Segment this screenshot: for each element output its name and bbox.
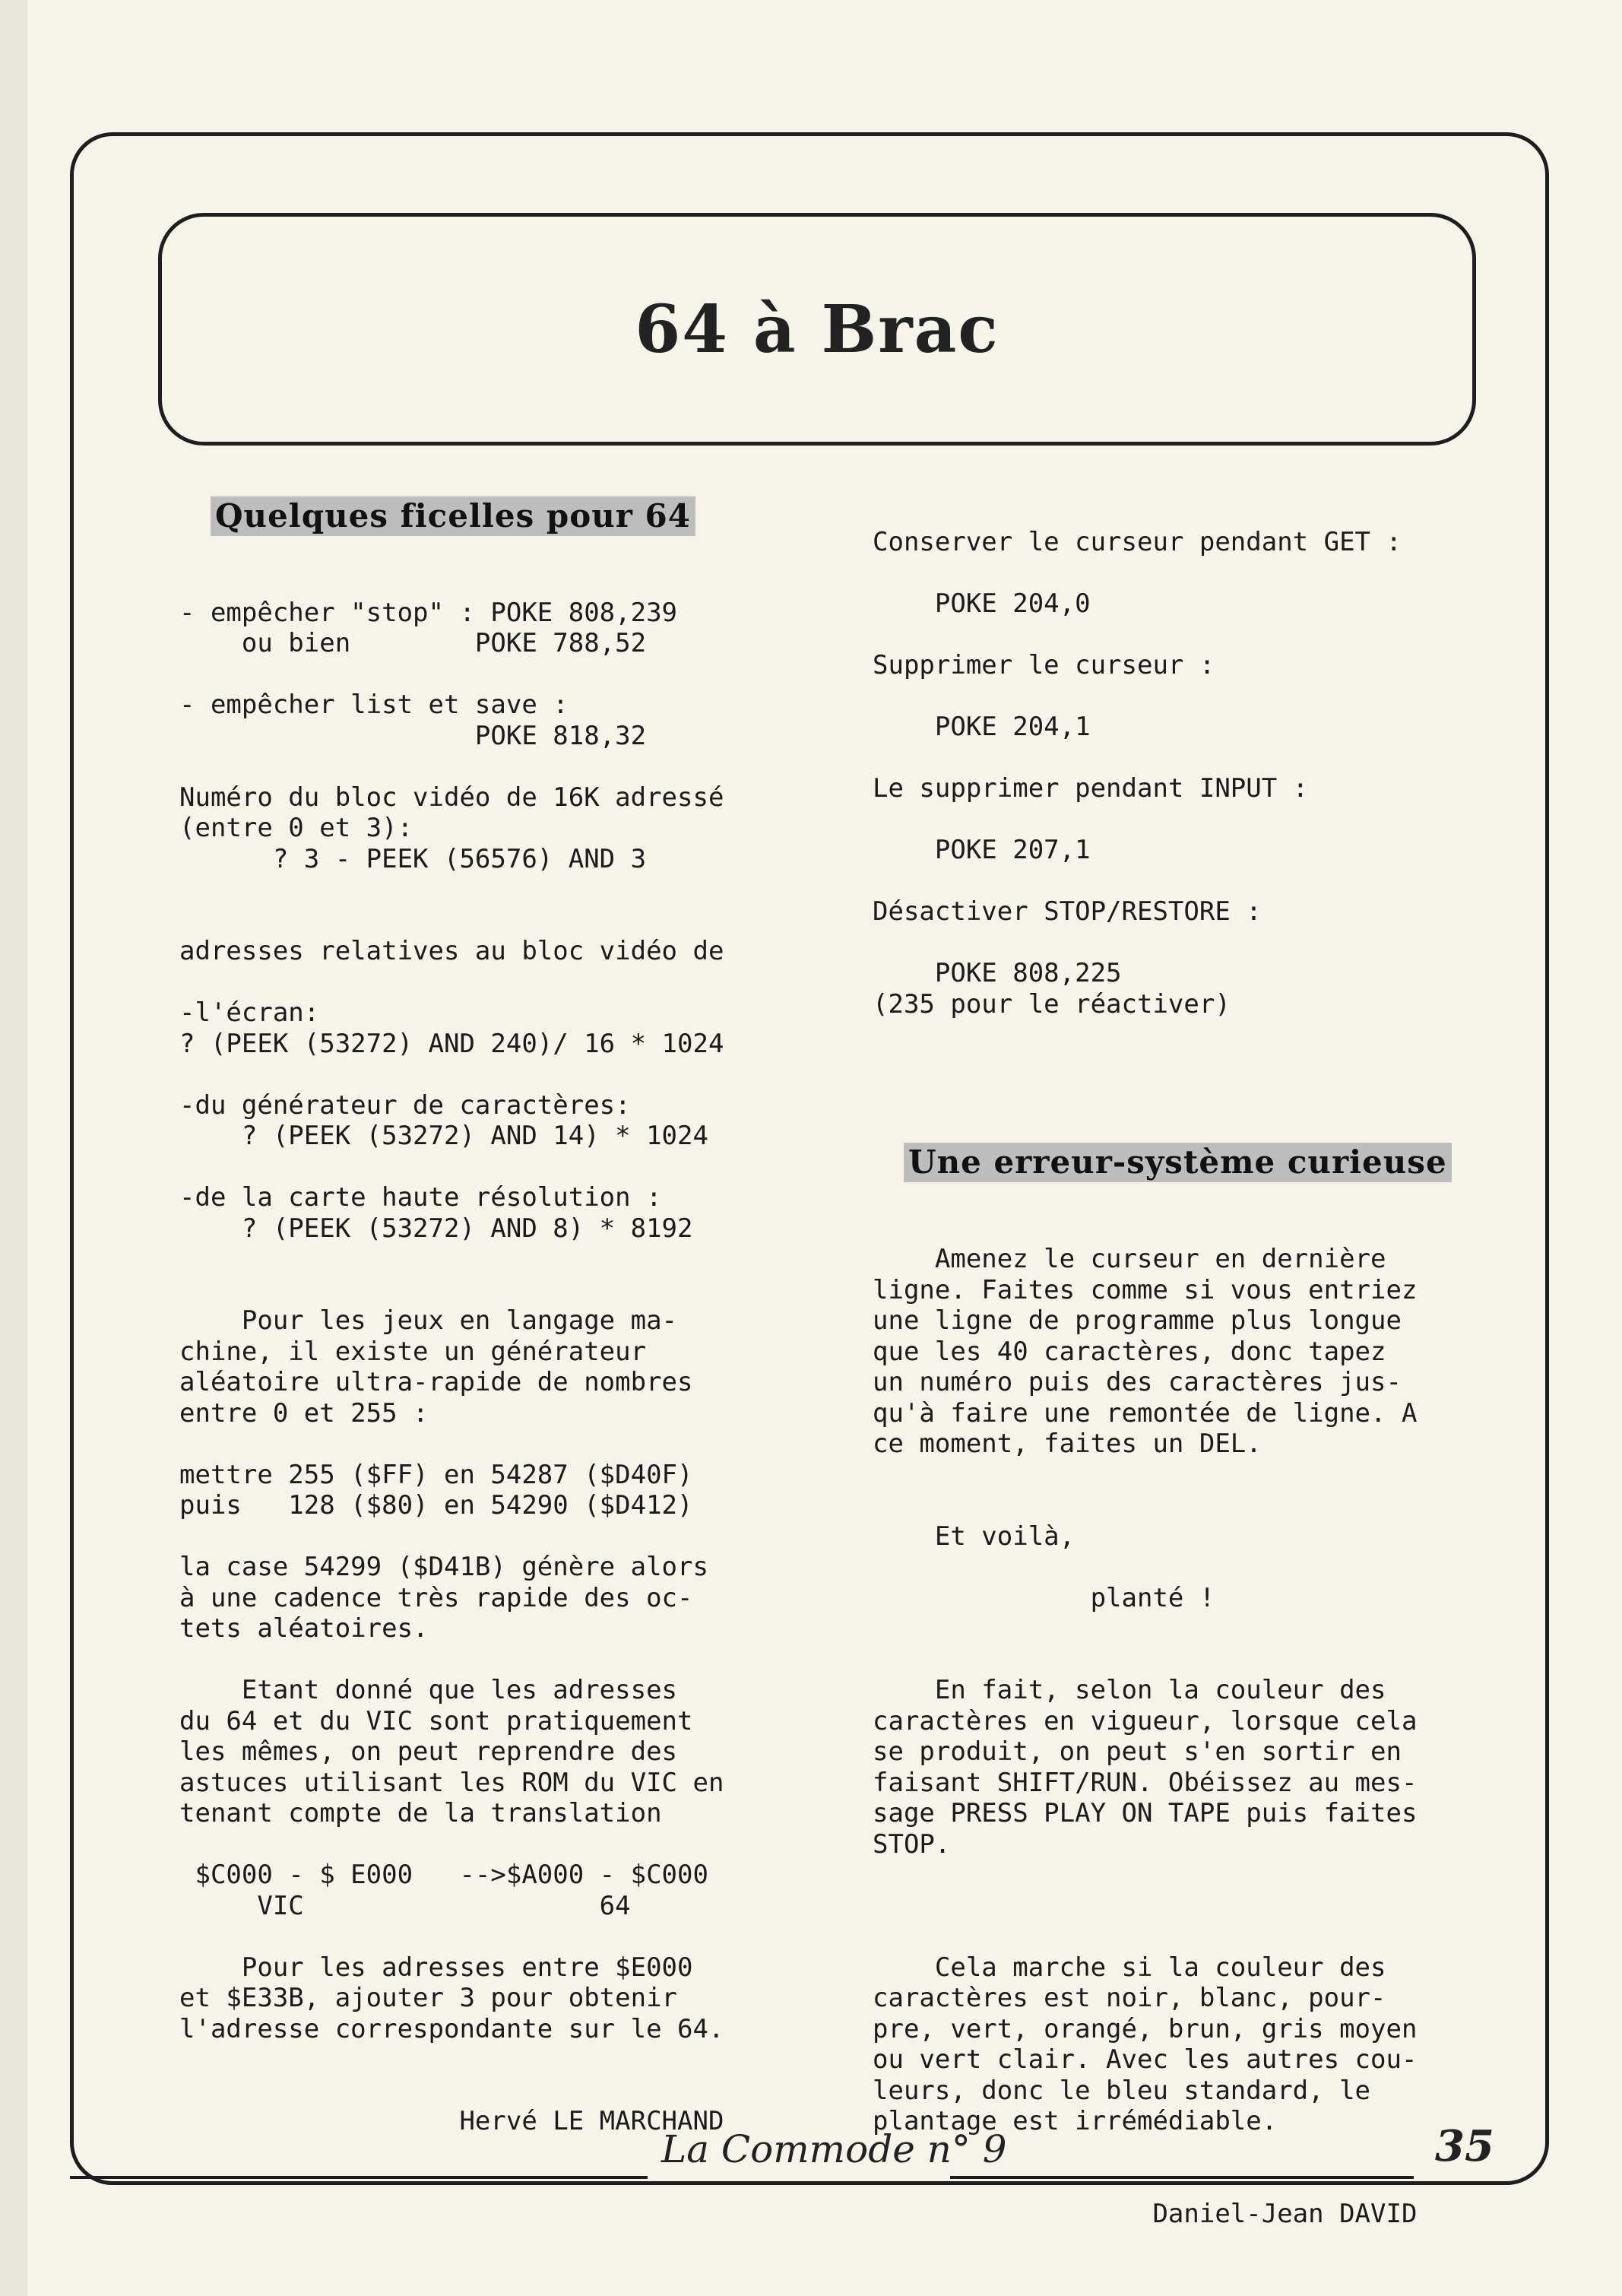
right-text-line (873, 558, 1458, 589)
left-text-line: POKE 818,32 (179, 720, 647, 751)
right-text-line: Amenez le curseur en dernière (873, 1244, 1386, 1274)
left-text-line: astuces utilisant les ROM du VIC en (179, 1767, 724, 1798)
right-text-line (873, 743, 1458, 774)
left-text-line (179, 2076, 772, 2107)
right-text-line: qu'à faire une remontée de ligne. A (873, 1397, 1418, 1429)
left-text-line: - empêcher "stop" : POKE 808,239 (179, 597, 678, 628)
right-text-line: caractères est noir, blanc, pour- (873, 1983, 1386, 2013)
right-text-line (873, 804, 1458, 836)
right-text-line: planté ! (873, 1582, 1215, 1613)
left-text-line (179, 1644, 772, 1676)
right-text-line (873, 1921, 1458, 1952)
left-text-line: aléatoire ultra-rapide de nombres (179, 1367, 693, 1397)
right-text-line: POKE 207,1 (873, 835, 1091, 865)
left-text-line: tets aléatoires. (179, 1613, 429, 1644)
left-text-line: Hervé LE MARCHAND (179, 2106, 724, 2136)
right-text-line: leurs, donc le bleu standard, le (873, 2075, 1371, 2106)
left-text-line (179, 1244, 772, 1275)
left-text-line (179, 1521, 772, 1552)
right-text-line (873, 866, 1458, 897)
right-text-line (873, 1860, 1458, 1891)
right-text-line: STOP. (873, 1828, 951, 1860)
right-text-line (873, 1891, 1458, 1922)
right-text-line: Supprimer le curseur : (873, 650, 1215, 680)
right-text-line (873, 620, 1458, 651)
footer-rule-right (950, 2176, 1414, 2179)
left-heading: Quelques ficelles pour 64 (211, 496, 695, 536)
right-text-line: caractères en vigueur, lorsque cela (873, 1705, 1418, 1736)
left-text-line (179, 566, 772, 598)
right-text-line: POKE 204,1 (873, 712, 1091, 742)
left-text-line: les mêmes, on peut reprendre des (179, 1736, 678, 1767)
right-text-line (873, 1051, 1458, 1082)
right-body-top (873, 527, 1458, 1112)
left-text-line: Numéro du bloc vidéo de 16K adressé (179, 782, 724, 813)
left-text-line: ? 3 - PEEK (56576) AND 3 (179, 843, 647, 874)
right-text-line: pre, vert, orangé, brun, gris moyen (873, 2013, 1418, 2044)
left-text-line (179, 1152, 772, 1183)
right-text-line (873, 1613, 1458, 1644)
right-text-line (873, 1490, 1458, 1521)
page-edge (0, 0, 27, 2296)
footer-rule-left (70, 2176, 648, 2179)
right-text-line: faisant SHIFT/RUN. Obéissez au mes- (873, 1767, 1418, 1798)
left-text-line (179, 1059, 772, 1090)
right-text-line: se produit, on peut s'en sortir en (873, 1736, 1402, 1767)
right-body-bottom (873, 1213, 1458, 2230)
left-text-line: puis 128 ($80) en 54290 ($D412) (179, 1490, 693, 1521)
left-text-line (179, 751, 772, 782)
right-text-line (873, 2168, 1458, 2199)
left-text-line (179, 1921, 772, 1952)
page-title: 64 à Brac (635, 290, 999, 368)
left-text-line: à une cadence très rapide des oc- (179, 1582, 693, 1613)
right-text-line (873, 1644, 1458, 1676)
right-text-line: Cela marche si la couleur des (873, 1952, 1386, 1983)
left-text-line: (entre 0 et 3): (179, 813, 413, 843)
right-text-line (873, 1020, 1458, 1051)
left-text-line: Etant donné que les adresses (179, 1675, 678, 1705)
left-text-line: l'adresse correspondante sur le 64. (179, 2013, 724, 2044)
title-box (158, 213, 1476, 446)
right-text-line: que les 40 caractères, donc tapez (873, 1336, 1386, 1367)
left-text-line: entre 0 et 255 : (179, 1397, 429, 1429)
right-heading: Une erreur-système curieuse (904, 1143, 1452, 1182)
right-text-line: Le supprimer pendant INPUT : (873, 773, 1309, 804)
left-text-line: -du générateur de caractères: (179, 1089, 631, 1121)
right-text-line: ce moment, faites un DEL. (873, 1429, 1262, 1459)
left-text-line (179, 1429, 772, 1460)
left-text-line: ? (PEEK (53272) AND 14) * 1024 (179, 1121, 708, 1151)
left-text-line: Pour les jeux en langage ma- (179, 1305, 678, 1336)
left-text-line (179, 1275, 772, 1306)
left-text-line (179, 874, 772, 905)
left-text-line: -l'écran: (179, 997, 320, 1028)
left-text-line: chine, il existe un générateur (179, 1336, 647, 1367)
left-text-line (179, 905, 772, 937)
left-text-line: VIC 64 (179, 1890, 631, 1921)
left-text-line: ? (PEEK (53272) AND 8) * 8192 (179, 1213, 693, 1244)
right-text-line: ligne. Faites comme si vous entriez (873, 1274, 1418, 1305)
left-body (179, 566, 772, 2137)
left-text-line (179, 967, 772, 998)
left-text-line: et $E33B, ajouter 3 pour obtenir (179, 1983, 678, 2013)
right-text-line: Désactiver STOP/RESTORE : (873, 896, 1262, 927)
page-number: 35 (1435, 2121, 1494, 2171)
right-text-line: Et voilà, (873, 1521, 1076, 1552)
left-text-line: - empêcher list et save : (179, 690, 569, 720)
right-text-line: sage PRESS PLAY ON TAPE puis faites (873, 1798, 1418, 1828)
right-text-line (873, 928, 1458, 959)
left-text-line: Pour les adresses entre $E000 (179, 1952, 693, 1983)
right-text-line (873, 1213, 1458, 1245)
right-text-line: plantage est irrémédiable. (873, 2106, 1278, 2136)
left-text-line: $C000 - $ E000 -->$A000 - $C000 (179, 1860, 708, 1890)
left-text-line (179, 2044, 772, 2076)
left-text-line: adresses relatives au bloc vidéo de (179, 936, 724, 966)
left-column (179, 465, 772, 2168)
left-text-line: ou bien POKE 788,52 (179, 628, 647, 658)
right-text-line: ou vert clair. Avec les autres cou- (873, 2044, 1418, 2075)
right-text-line: En fait, selon la couleur des (873, 1675, 1386, 1705)
left-text-line: -de la carte haute résolution : (179, 1182, 662, 1213)
left-text-line: la case 54299 ($D41B) génère alors (179, 1552, 708, 1582)
right-text-line (873, 1552, 1458, 1583)
right-column (873, 465, 1458, 2260)
left-text-line (179, 1829, 772, 1860)
right-text-line: Daniel-Jean DAVID (873, 2198, 1418, 2229)
right-text-line: POKE 808,225 (873, 958, 1122, 988)
journal-name: La Commode n° 9 (661, 2127, 1007, 2171)
left-text-line: tenant compte de la translation (179, 1798, 662, 1828)
right-text-line (873, 681, 1458, 712)
left-text-line (179, 659, 772, 690)
right-text-line: (235 pour le réactiver) (873, 988, 1231, 1020)
right-text-line: une ligne de programme plus longue (873, 1305, 1402, 1336)
left-text-line: mettre 255 ($FF) en 54287 ($D40F) (179, 1459, 693, 1490)
right-text-line: un numéro puis des caractères jus- (873, 1367, 1402, 1397)
right-text-line (873, 1081, 1458, 1112)
right-text-line (873, 1460, 1458, 1491)
left-text-line: du 64 et du VIC sont pratiquement (179, 1705, 693, 1736)
right-text-line: Conserver le curseur pendant GET : (873, 527, 1402, 557)
right-text-line: POKE 204,0 (873, 588, 1091, 619)
left-text-line: ? (PEEK (53272) AND 240)/ 16 * 1024 (179, 1028, 724, 1059)
